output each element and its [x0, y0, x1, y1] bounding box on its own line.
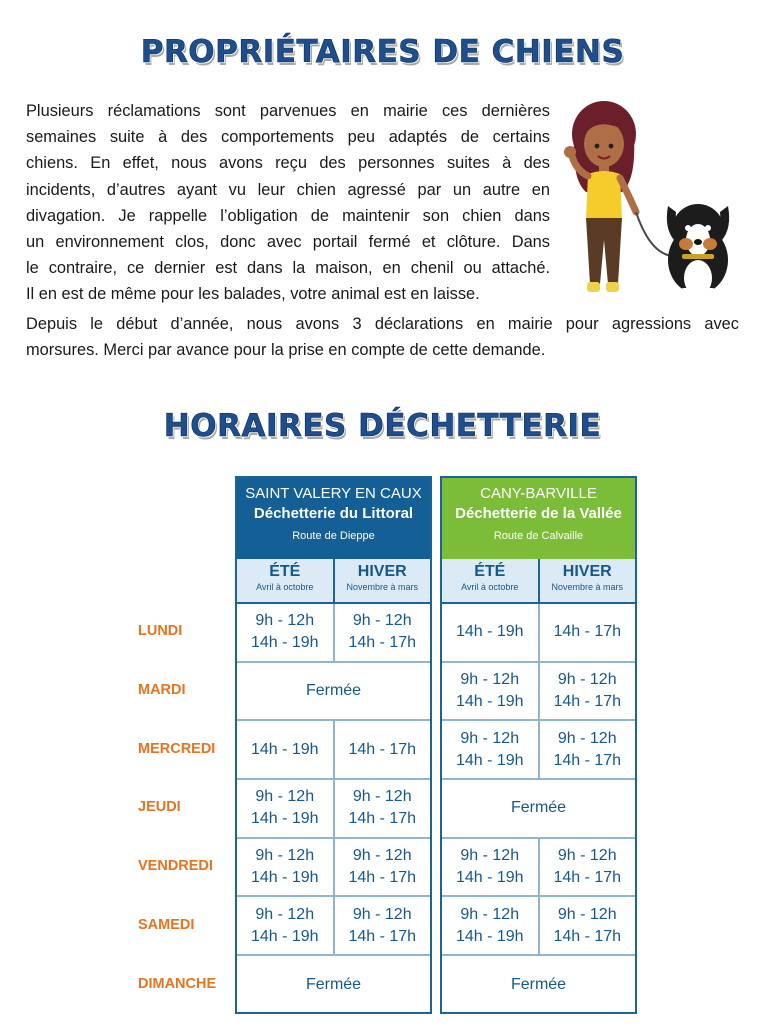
- winter-header: [333, 559, 431, 602]
- winter-hours-cell: [333, 604, 431, 661]
- summer-label: ÉTÉ: [269, 563, 301, 580]
- hours-text: 14h - 17h: [348, 869, 417, 887]
- summer-hours-cell: [442, 721, 538, 778]
- hours-text: 14h - 19h: [455, 869, 524, 887]
- hours-text: 9h - 12h: [255, 847, 315, 865]
- summer-range: Avril à octobre: [461, 582, 519, 592]
- table-row: [237, 604, 430, 663]
- dog-owners-title: PROPRIÉTAIRES DE CHIENS: [140, 34, 625, 70]
- town-name: SAINT VALERY EN CAUX: [245, 485, 422, 502]
- hours-text: 14h - 19h: [250, 740, 319, 758]
- hours-text: 9h - 12h: [557, 729, 617, 747]
- winter-range: Novembre à mars: [346, 582, 419, 592]
- hours-text: 14h - 19h: [455, 751, 524, 769]
- summer-hours-cell: [237, 839, 333, 896]
- summer-hours-cell: [442, 897, 538, 954]
- winter-header: [538, 559, 636, 602]
- winter-hours-cell: [538, 721, 636, 778]
- hours-text: 9h - 12h: [460, 905, 520, 923]
- table-row: [442, 721, 635, 780]
- hours-text: 9h - 12h: [352, 788, 412, 806]
- table-row: [237, 780, 430, 839]
- winter-label: HIVER: [357, 563, 407, 580]
- table-header: [442, 478, 635, 559]
- paragraph-line: semaines suite à des comportements peu adaptés de certains: [26, 128, 550, 147]
- hours-text: 9h - 12h: [352, 905, 412, 923]
- winter-hours-cell: [333, 780, 431, 837]
- hours-text: 14h - 19h: [455, 623, 524, 641]
- paragraph-line: Plusieurs réclamations sont parvenues en mairie ces dernières: [26, 102, 550, 120]
- summer-hours-cell: [442, 839, 538, 896]
- hours-text: 14h - 17h: [553, 927, 622, 945]
- table-row: [237, 663, 430, 722]
- winter-hours-cell: [538, 897, 636, 954]
- hours-text: 14h - 17h: [553, 623, 622, 641]
- hours-text: 9h - 12h: [352, 612, 412, 630]
- paragraph-line: incidents, d’autres ayant vu leur chien agressé par un autre en: [26, 180, 550, 199]
- table-row: [237, 956, 430, 1015]
- summer-hours-cell: [237, 721, 333, 778]
- hours-text: 9h - 12h: [352, 847, 412, 865]
- hours-text: 14h - 19h: [250, 810, 319, 828]
- paragraph-line: Depuis le début d’année, nous avons 3 déclarations en mairie pour agressions avec: [26, 315, 739, 333]
- hours-text: 14h - 17h: [553, 693, 622, 711]
- day-label: DIMANCHE: [138, 975, 217, 992]
- summer-header: [442, 559, 538, 602]
- hours-text: 14h - 19h: [250, 634, 319, 652]
- hours-text: 14h - 19h: [455, 927, 524, 945]
- hours-text: 14h - 17h: [553, 751, 622, 769]
- closed-cell: [442, 956, 635, 1015]
- paragraph-line: chiens. En effet, nous avons reçu des personnes suites à des: [26, 154, 550, 173]
- closed-text: Fermée: [510, 976, 567, 994]
- table-row: [442, 604, 635, 663]
- day-label: VENDREDI: [138, 858, 213, 875]
- summer-header: [237, 559, 333, 602]
- closed-text: Fermée: [510, 799, 567, 817]
- day-label: LUNDI: [138, 623, 183, 640]
- waste-centre-hours-title: HORAIRES DÉCHETTERIE: [163, 408, 602, 444]
- hours-text: 9h - 12h: [557, 905, 617, 923]
- table-row: [442, 897, 635, 956]
- paragraph-line: Il en est de même pour les balades, votre animal est en laisse.: [26, 285, 480, 304]
- hours-text: 9h - 12h: [557, 847, 617, 865]
- summer-hours-cell: [237, 604, 333, 661]
- day-label: MARDI: [138, 682, 186, 699]
- hours-text: 9h - 12h: [255, 788, 315, 806]
- closed-text: Fermée: [305, 682, 362, 700]
- winter-hours-cell: [333, 721, 431, 778]
- winter-range: Novembre à mars: [551, 582, 624, 592]
- summer-range: Avril à octobre: [256, 582, 314, 592]
- dog-notice-paragraph-continued: [26, 311, 739, 363]
- table-row: [442, 956, 635, 1015]
- day-label: JEUDI: [138, 799, 181, 816]
- paragraph-line: le contraire, ce dernier est dans la maison, en chenil ou attaché.: [26, 259, 550, 278]
- summer-hours-cell: [237, 780, 333, 837]
- centre-name: Déchetterie de la Vallée: [455, 505, 622, 522]
- hours-text: 9h - 12h: [557, 671, 617, 689]
- table-row: [442, 663, 635, 722]
- closed-cell: [237, 956, 430, 1015]
- table-cany-barville: [440, 476, 637, 1014]
- hours-text: 14h - 17h: [553, 869, 622, 887]
- hours-text: 14h - 19h: [250, 927, 319, 945]
- hours-text: 14h - 17h: [348, 810, 417, 828]
- dog-notice-paragraph: [26, 98, 550, 308]
- table-saint-valery: [235, 476, 432, 1014]
- paragraph-line: morsures. Merci par avance pour la prise en compte de cette demande.: [26, 341, 546, 360]
- hours-text: 9h - 12h: [255, 612, 315, 630]
- table-row: [442, 839, 635, 898]
- centre-address: Route de Calvaille: [493, 530, 584, 542]
- hours-text: 9h - 12h: [460, 729, 520, 747]
- town-name: CANY-BARVILLE: [480, 485, 597, 502]
- table-row: [237, 839, 430, 898]
- hours-text: 14h - 19h: [250, 869, 319, 887]
- centre-address: Route de Dieppe: [292, 530, 375, 542]
- hours-text: 14h - 17h: [348, 634, 417, 652]
- closed-cell: [442, 780, 635, 837]
- summer-label: ÉTÉ: [474, 563, 506, 580]
- day-label: SAMEDI: [138, 916, 195, 933]
- summer-hours-cell: [237, 897, 333, 954]
- winter-hours-cell: [538, 604, 636, 661]
- woman-with-dog-illustration: [556, 100, 742, 310]
- season-header-row: [442, 559, 635, 604]
- closed-text: Fermée: [305, 976, 362, 994]
- table-row: [237, 897, 430, 956]
- hours-text: 14h - 17h: [348, 740, 417, 758]
- winter-hours-cell: [538, 663, 636, 720]
- paragraph-line: un environnement clos, donc avec portail fermé et clôture. Dans: [26, 233, 550, 252]
- winter-label: HIVER: [562, 563, 612, 580]
- centre-name: Déchetterie du Littoral: [253, 505, 414, 522]
- hours-text: 9h - 12h: [460, 671, 520, 689]
- winter-hours-cell: [333, 897, 431, 954]
- hours-text: 14h - 17h: [348, 927, 417, 945]
- table-row: [237, 721, 430, 780]
- day-label: MERCREDI: [138, 740, 216, 757]
- winter-hours-cell: [538, 839, 636, 896]
- closed-cell: [237, 663, 430, 720]
- season-header-row: [237, 559, 430, 604]
- hours-text: 14h - 19h: [455, 693, 524, 711]
- table-row: [442, 780, 635, 839]
- summer-hours-cell: [442, 604, 538, 661]
- winter-hours-cell: [333, 839, 431, 896]
- summer-hours-cell: [442, 663, 538, 720]
- paragraph-line: divagation. Je rappelle l’obligation de maintenir son chien dans: [26, 206, 550, 225]
- table-header: [237, 478, 430, 559]
- hours-text: 9h - 12h: [255, 905, 315, 923]
- hours-text: 9h - 12h: [460, 847, 520, 865]
